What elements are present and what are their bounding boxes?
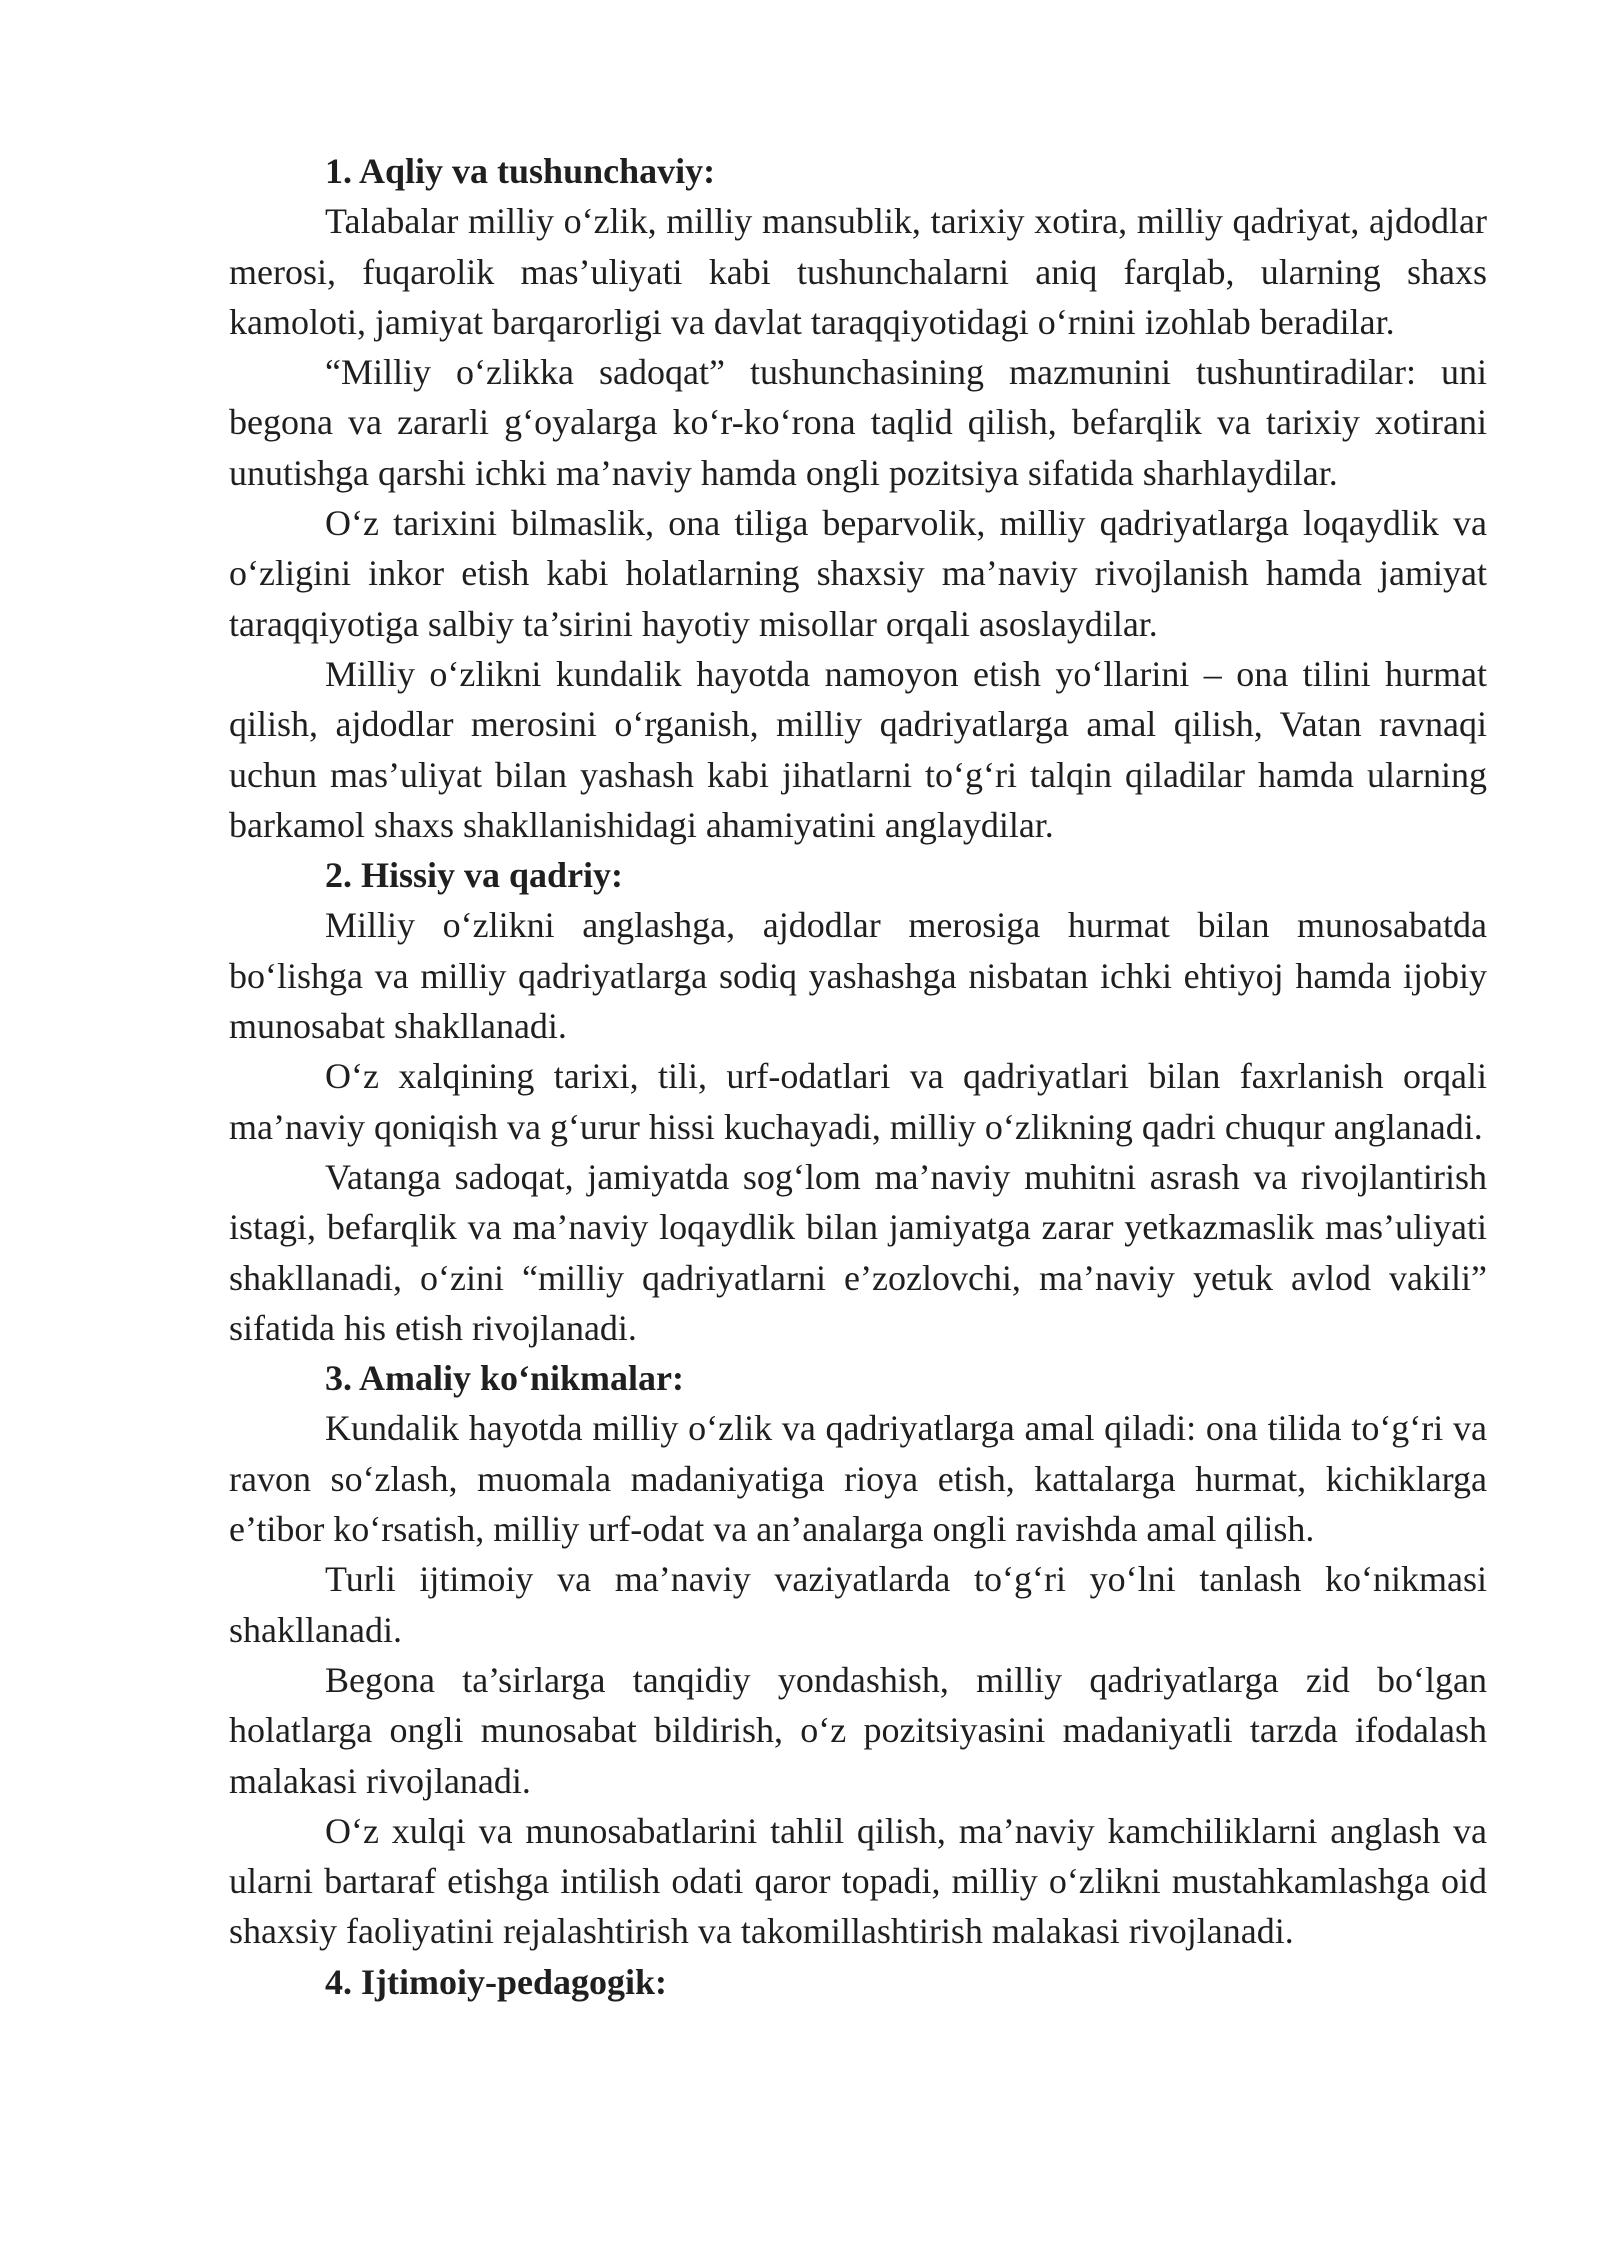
paragraph: Vatanga sadoqat, jamiyatda sog‘lom ma’naviy muhitni asrash va rivojlantirish istagi, befarqlik va ma’naviy loqaydlik bilan jamiyatga zarar yetkazmaslik mas’uliyati shakllanadi, o‘zini “milliy qadriyatlarni e’zozlovchi, ma’naviy yetuk avlod vakili” sifatida his etish rivojlanadi. <box>229 1156 1487 1348</box>
section-heading: 2. Hissiy va qadriy: <box>325 855 624 896</box>
paragraph: Talabalar milliy o‘zlik, milliy mansublik, tarixiy xotira, milliy qadriyat, ajdodlar merosi, fuqarolik mas’uliyati kabi tushunchalarni aniq farqlab, ularning shaxs kamoloti, jamiyat barqarorligi va davlat taraqqiyotidagi o‘rnini izohlab beradilar. <box>229 201 1487 342</box>
paragraph: Milliy o‘zlikni kundalik hayotda namoyon etish yo‘llarini – ona tilini hurmat qilish, ajdodlar merosini o‘rganish, milliy qadriyatlarga amal qilish, Vatan ravnaqi uchun mas’uliyat bilan yashash kabi jihatlarni to‘g‘ri talqin qiladilar hamda ularning barkamol shaxs shakllanishidagi ahamiyatini anglaydilar. <box>229 653 1487 845</box>
paragraph: O‘z xulqi va munosabatlarini tahlil qilish, ma’naviy kamchiliklarni anglash va ularni bartaraf etishga intilish odati qaror topadi, milliy o‘zlikni mustahkamlashga oid shaxsiy faoliyatini rejalashtirish va takomillashtirish malakasi rivojlanadi. <box>229 1810 1487 1952</box>
paragraph: Begona ta’sirlarga tanqidiy yondashish, milliy qadriyatlarga zid bo‘lgan holatlarga ongli munosabat bildirish, o‘z pozitsiyasini madaniyatli tarzda ifodalash malakasi rivojlanadi. <box>229 1659 1487 1801</box>
paragraph: “Milliy o‘zlikka sadoqat” tushunchasining mazmunini tushuntiradilar: uni begona va zararli g‘oyalarga ko‘r-ko‘rona taqlid qilish, befarqlik va tarixiy xotirani unutishga qarshi ichki ma’naviy hamda ongli pozitsiya sifatida sharhlaydilar. <box>229 352 1487 493</box>
document-page <box>229 146 1487 2007</box>
paragraph: O‘z tarixini bilmaslik, ona tiliga beparvolik, milliy qadriyatlarga loqaydlik va o‘zligini inkor etish kabi holatlarning shaxsiy ma’naviy rivojlanish hamda jamiyat taraqqiyotiga salbiy ta’sirini hayotiy misollar orqali asoslaydilar. <box>229 503 1487 644</box>
paragraph: Milliy o‘zlikni anglashga, ajdodlar merosiga hurmat bilan munosabatda bo‘lishga va milliy qadriyatlarga sodiq yashashga nisbatan ichki ehtiyoj hamda ijobiy munosabat shakllanadi. <box>229 905 1487 1047</box>
section-heading: 1. Aqliy va tushunchaviy: <box>325 151 716 191</box>
paragraph: Kundalik hayotda milliy o‘zlik va qadriyatlarga amal qiladi: ona tilida to‘g‘ri va ravon so‘zlash, muomala madaniyatiga rioya etish, kattalarga hurmat, kichiklarga e’tibor ko‘rsatish, milliy urf-odat va an’analarga ongli ravishda amal qilish. <box>229 1408 1487 1550</box>
section-heading: 3. Amaliy ko‘nikmalar: <box>325 1358 685 1399</box>
paragraph: O‘z xalqining tarixi, tili, urf-odatlari va qadriyatlari bilan faxrlanish orqali ma’naviy qoniqish va g‘urur hissi kuchayadi, milliy o‘zlikning qadri chuqur anglanadi. <box>229 1056 1487 1147</box>
paragraph: Turli ijtimoiy va ma’naviy vaziyatlarda to‘g‘ri yo‘lni tanlash ko‘nikmasi shakllanadi. <box>229 1559 1487 1650</box>
section-heading: 4. Ijtimoiy-pedagogik: <box>325 1961 667 2002</box>
